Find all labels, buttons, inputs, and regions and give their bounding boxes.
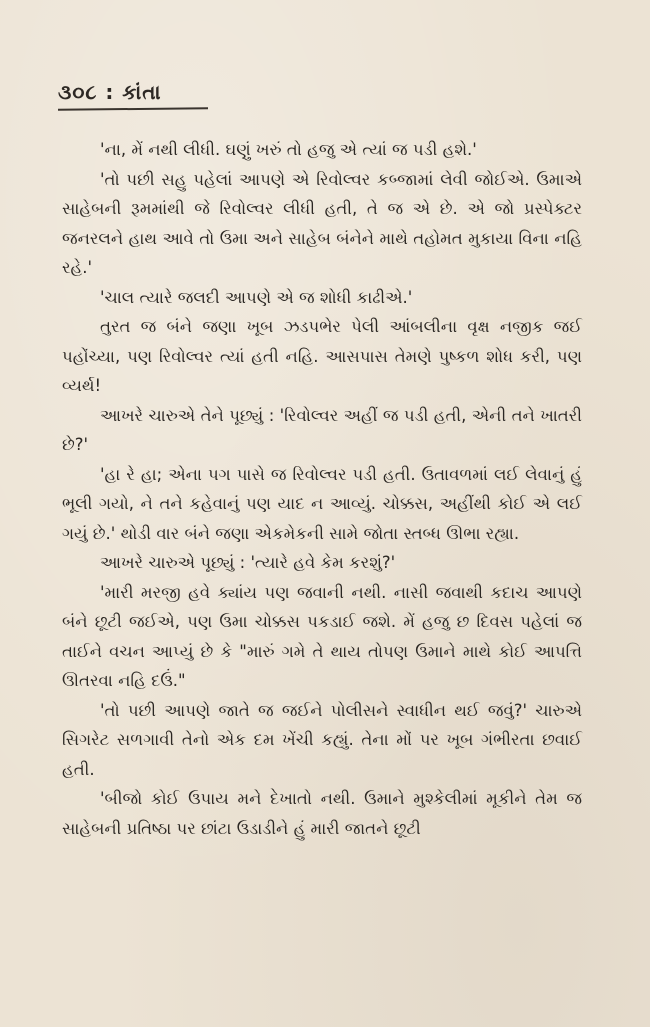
paragraph-1: 'ના, મેં નથી લીધી. ઘણું ખરું તો હજુ એ ત્યાં જ પડી હશે.' [100,140,477,159]
paragraph-3: 'ચાલ ત્યારે જલદી આપણે એ જ શોધી કાઢીએ.' [100,287,413,307]
paragraph-9: 'તો પછી આપણે જાતે જ જઈને પોલીસને સ્વાધીન થઈ જવું?' ચારુએ સિગરેટ સળગાવી તેનો એક દમ ખેંચી કહ્યું. તેના મોં પર ખૂબ ગંભીરતા છવાઈ હતી. [62,700,582,779]
page-header [58,80,208,110]
paragraph-8: 'મારી મરજી હવે ક્યાંય પણ જવાની નથી. નાસી જવાથી કદાચ આપણે બંને છૂટી જઈએ, પણ ઉમા ચોક્કસ પકડાઈ જશે. મેં હજુ છ દિવસ પહેલાં જ તાઈને વચન આપ્યું છે કે "મારું ગમે તે થાય તોપણ ઉમાને માથે કોઈ આપત્તિ ઊતરવા નહિ દઉં." [62,582,582,690]
header-rule [58,107,208,111]
paragraph-6: 'હા રે હા; એના પગ પાસે જ રિવોલ્વર પડી હતી. ઉતાવળમાં લઈ લેવાનું હું ભૂલી ગયો, ને તને કહેવાનું પણ યાદ ન આવ્યું. ચોક્કસ, અહીંથી કોઈ એ લઈ ગયું છે.' થોડી વાર બંને જણા એકમેકની સામે જોતા સ્તબ્ધ ઊભા રહ્યા. [62,464,582,543]
paragraph-4: તુરત જ બંને જણા ખૂબ ઝડપભેર પેલી આંબલીના વૃક્ષ નજીક જઈ પહોંચ્યા, પણ રિવોલ્વર ત્યાં હતી નહિ. આસપાસ તેમણે પુષ્કળ શોધ કરી, પણ વ્યર્થ! [62,317,582,395]
page-body [62,135,582,843]
paragraph-7: આખરે ચારુએ પૂછ્યું : 'ત્યારે હવે કેમ કરશું?' [100,553,396,572]
paragraph-10: 'બીજો કોઈ ઉપાય મને દેખાતો નથી. ઉમાને મુશ્કેલીમાં મૂકીને તેમ જ સાહેબની પ્રતિષ્ઠા પર છાંટા ઉડાડીને હું મારી જાતને છૂટી [62,789,582,838]
paragraph-2: 'તો પછી સહુ પહેલાં આપણે એ રિવોલ્વર કબ્જામાં લેવી જોઈએ. ઉમાએ સાહેબની રૂમમાંથી જે રિવોલ્વર લીધી હતી, તે જ એ છે. એ જો પ્રસ્પેક્ટર જનરલને હાથ આવે તો ઉમા અને સાહેબ બંનેને માથે તહોમત મુકાયા વિના નહિ રહે.' [62,169,582,277]
running-head: ૩૦૮ : કાંતા [58,80,162,104]
paragraph-5: આખરે ચારુએ તેને પૂછ્યું : 'રિવોલ્વર અહીં જ પડી હતી, એની તને ખાતરી છે?' [62,405,582,454]
